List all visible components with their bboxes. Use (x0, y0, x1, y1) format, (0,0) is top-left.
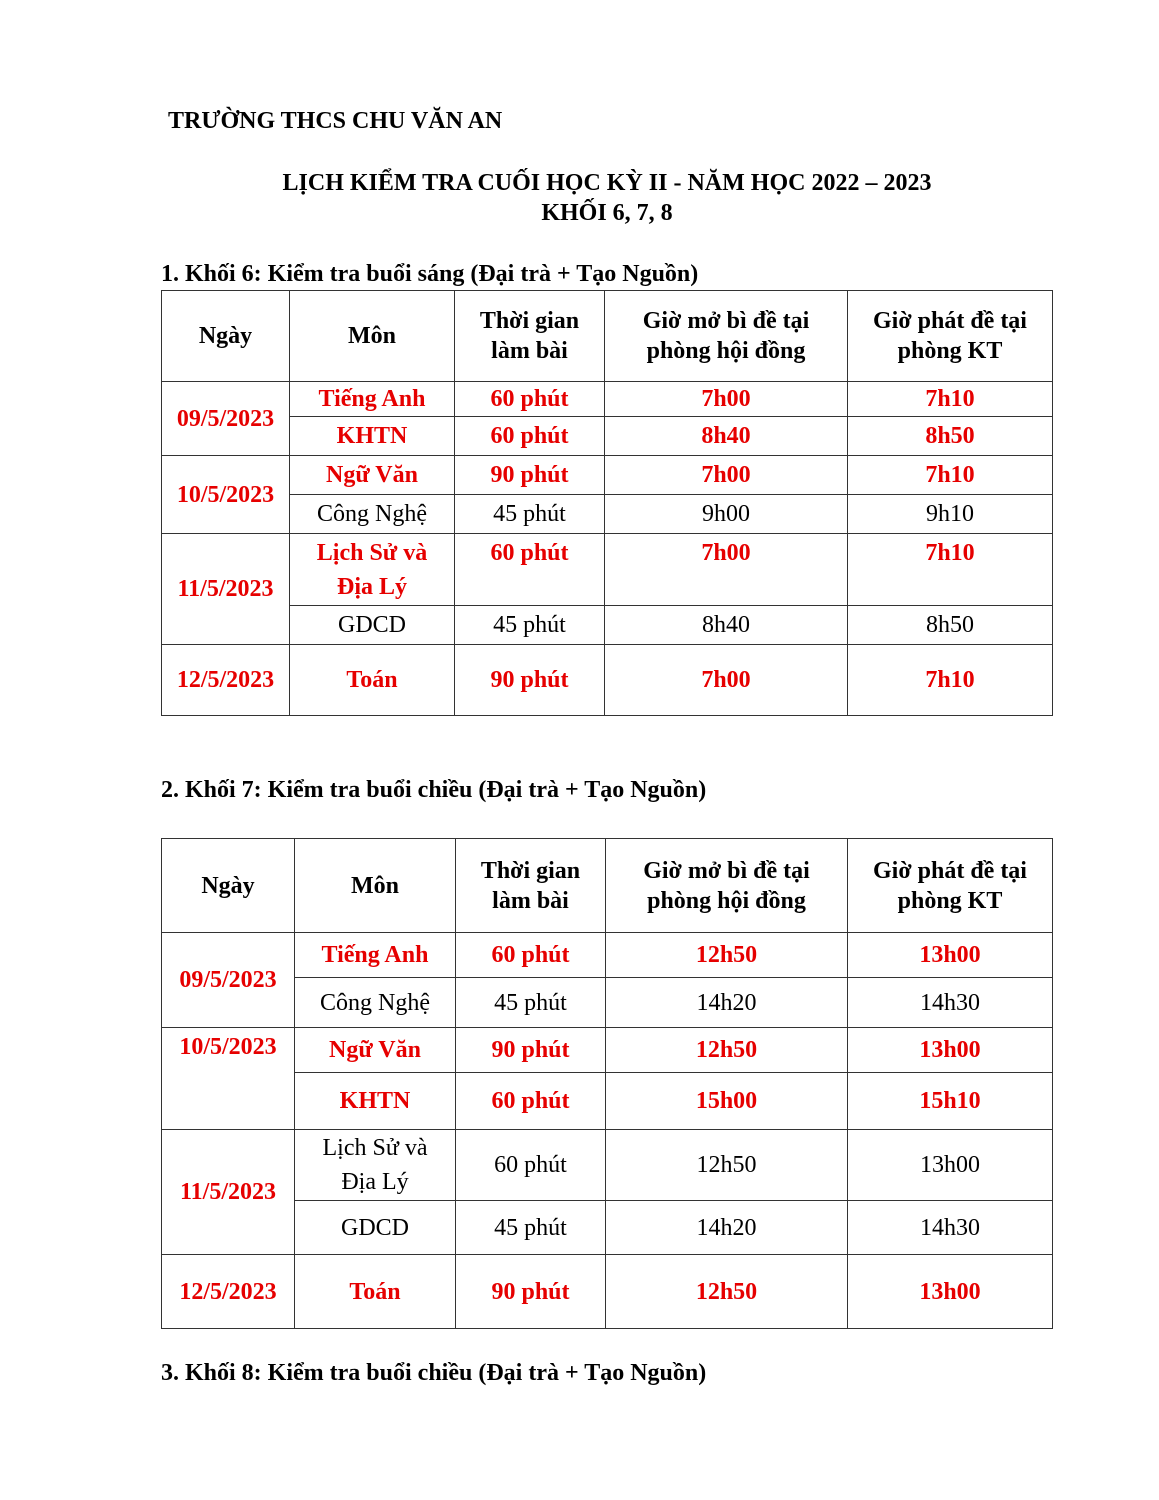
section-1-heading: 1. Khối 6: Kiểm tra buổi sáng (Đại trà + Tạo Nguồn) (161, 261, 699, 287)
issue-time-cell: 15h10 (848, 1073, 1053, 1130)
table-row (162, 382, 1053, 417)
subject-cell: GDCD (295, 1201, 456, 1255)
open-time-cell: 7h00 (605, 534, 848, 606)
duration-cell: 90 phút (455, 456, 605, 495)
table-row (162, 495, 1053, 534)
date-cell: 11/5/2023 (162, 534, 290, 645)
subject-cell: Tiếng Anh (290, 382, 455, 417)
header-open-time: Giờ mở bì đề tại phòng hội đồng (605, 291, 848, 382)
subject-cell: Ngữ Văn (290, 456, 455, 495)
open-time-cell: 8h40 (605, 606, 848, 645)
duration-cell: 60 phút (455, 534, 605, 606)
open-time-cell: 12h50 (606, 1130, 848, 1201)
duration-cell: 90 phút (456, 1255, 606, 1329)
issue-time-cell: 14h30 (848, 1201, 1053, 1255)
duration-cell: 60 phút (456, 1073, 606, 1130)
date-cell: 12/5/2023 (162, 645, 290, 716)
open-time-cell: 12h50 (606, 933, 848, 978)
open-time-cell: 15h00 (606, 1073, 848, 1130)
date-cell: 10/5/2023 (162, 456, 290, 534)
section-2-heading: 2. Khối 7: Kiểm tra buổi chiều (Đại trà + Tạo Nguồn) (161, 777, 707, 803)
issue-time-cell: 13h00 (848, 1028, 1053, 1073)
date-cell: 09/5/2023 (162, 933, 295, 1028)
table-row (162, 978, 1053, 1028)
table-row (162, 645, 1053, 716)
table-row (162, 417, 1053, 456)
subject-cell: Công Nghệ (290, 495, 455, 534)
header-subject: Môn (295, 839, 456, 933)
school-name: TRƯỜNG THCS CHU VĂN AN (168, 108, 503, 134)
schedule-table-grade-7 (161, 838, 1053, 1329)
issue-time-cell: 8h50 (848, 606, 1053, 645)
subject-cell: KHTN (290, 417, 455, 456)
header-date: Ngày (162, 291, 290, 382)
table-row (162, 1130, 1053, 1201)
duration-cell: 45 phút (456, 978, 606, 1028)
subject-cell: KHTN (295, 1073, 456, 1130)
open-time-cell: 8h40 (605, 417, 848, 456)
header-issue-time: Giờ phát đề tại phòng KT (848, 839, 1053, 933)
table-row (162, 1255, 1053, 1329)
duration-cell: 45 phút (455, 495, 605, 534)
issue-time-cell: 7h10 (848, 534, 1053, 606)
header-duration: Thời gian làm bài (456, 839, 606, 933)
duration-cell: 60 phút (456, 933, 606, 978)
table-row (162, 534, 1053, 606)
open-time-cell: 12h50 (606, 1255, 848, 1329)
table-row (162, 606, 1053, 645)
issue-time-cell: 14h30 (848, 978, 1053, 1028)
subject-cell: Lịch Sử và Địa Lý (290, 534, 455, 606)
table-row (162, 1028, 1053, 1073)
issue-time-cell: 7h10 (848, 645, 1053, 716)
header-open-time: Giờ mở bì đề tại phòng hội đồng (606, 839, 848, 933)
issue-time-cell: 13h00 (848, 1255, 1053, 1329)
header-date: Ngày (162, 839, 295, 933)
schedule-table-grade-6 (161, 290, 1053, 716)
open-time-cell: 7h00 (605, 456, 848, 495)
duration-cell: 45 phút (456, 1201, 606, 1255)
duration-cell: 60 phút (455, 417, 605, 456)
open-time-cell: 12h50 (606, 1028, 848, 1073)
date-cell: 09/5/2023 (162, 382, 290, 456)
issue-time-cell: 13h00 (848, 1130, 1053, 1201)
subject-cell: Lịch Sử và Địa Lý (295, 1130, 456, 1201)
open-time-cell: 7h00 (605, 382, 848, 417)
duration-cell: 45 phút (455, 606, 605, 645)
open-time-cell: 14h20 (606, 1201, 848, 1255)
header-subject: Môn (290, 291, 455, 382)
duration-cell: 60 phút (455, 382, 605, 417)
table-header-row (162, 839, 1053, 933)
issue-time-cell: 8h50 (848, 417, 1053, 456)
open-time-cell: 9h00 (605, 495, 848, 534)
subject-cell: Công Nghệ (295, 978, 456, 1028)
issue-time-cell: 7h10 (848, 382, 1053, 417)
subject-cell: Ngữ Văn (295, 1028, 456, 1073)
date-cell: 10/5/2023 (162, 1028, 295, 1130)
open-time-cell: 14h20 (606, 978, 848, 1028)
duration-cell: 90 phút (455, 645, 605, 716)
header-issue-time: Giờ phát đề tại phòng KT (848, 291, 1053, 382)
subject-cell: Toán (290, 645, 455, 716)
header-duration: Thời gian làm bài (455, 291, 605, 382)
table-row (162, 1073, 1053, 1130)
issue-time-cell: 9h10 (848, 495, 1053, 534)
table-header-row (162, 291, 1053, 382)
date-cell: 11/5/2023 (162, 1130, 295, 1255)
document-subtitle: KHỐI 6, 7, 8 (541, 200, 673, 226)
subject-cell: GDCD (290, 606, 455, 645)
document-title: LỊCH KIỂM TRA CUỐI HỌC KỲ II - NĂM HỌC 2022 – 2023 (282, 170, 932, 196)
subject-cell: Tiếng Anh (295, 933, 456, 978)
date-cell: 12/5/2023 (162, 1255, 295, 1329)
table-row (162, 933, 1053, 978)
issue-time-cell: 7h10 (848, 456, 1053, 495)
issue-time-cell: 13h00 (848, 933, 1053, 978)
duration-cell: 90 phút (456, 1028, 606, 1073)
open-time-cell: 7h00 (605, 645, 848, 716)
duration-cell: 60 phút (456, 1130, 606, 1201)
section-3-heading: 3. Khối 8: Kiểm tra buổi chiều (Đại trà + Tạo Nguồn) (161, 1360, 707, 1386)
subject-cell: Toán (295, 1255, 456, 1329)
table-row (162, 456, 1053, 495)
table-row (162, 1201, 1053, 1255)
